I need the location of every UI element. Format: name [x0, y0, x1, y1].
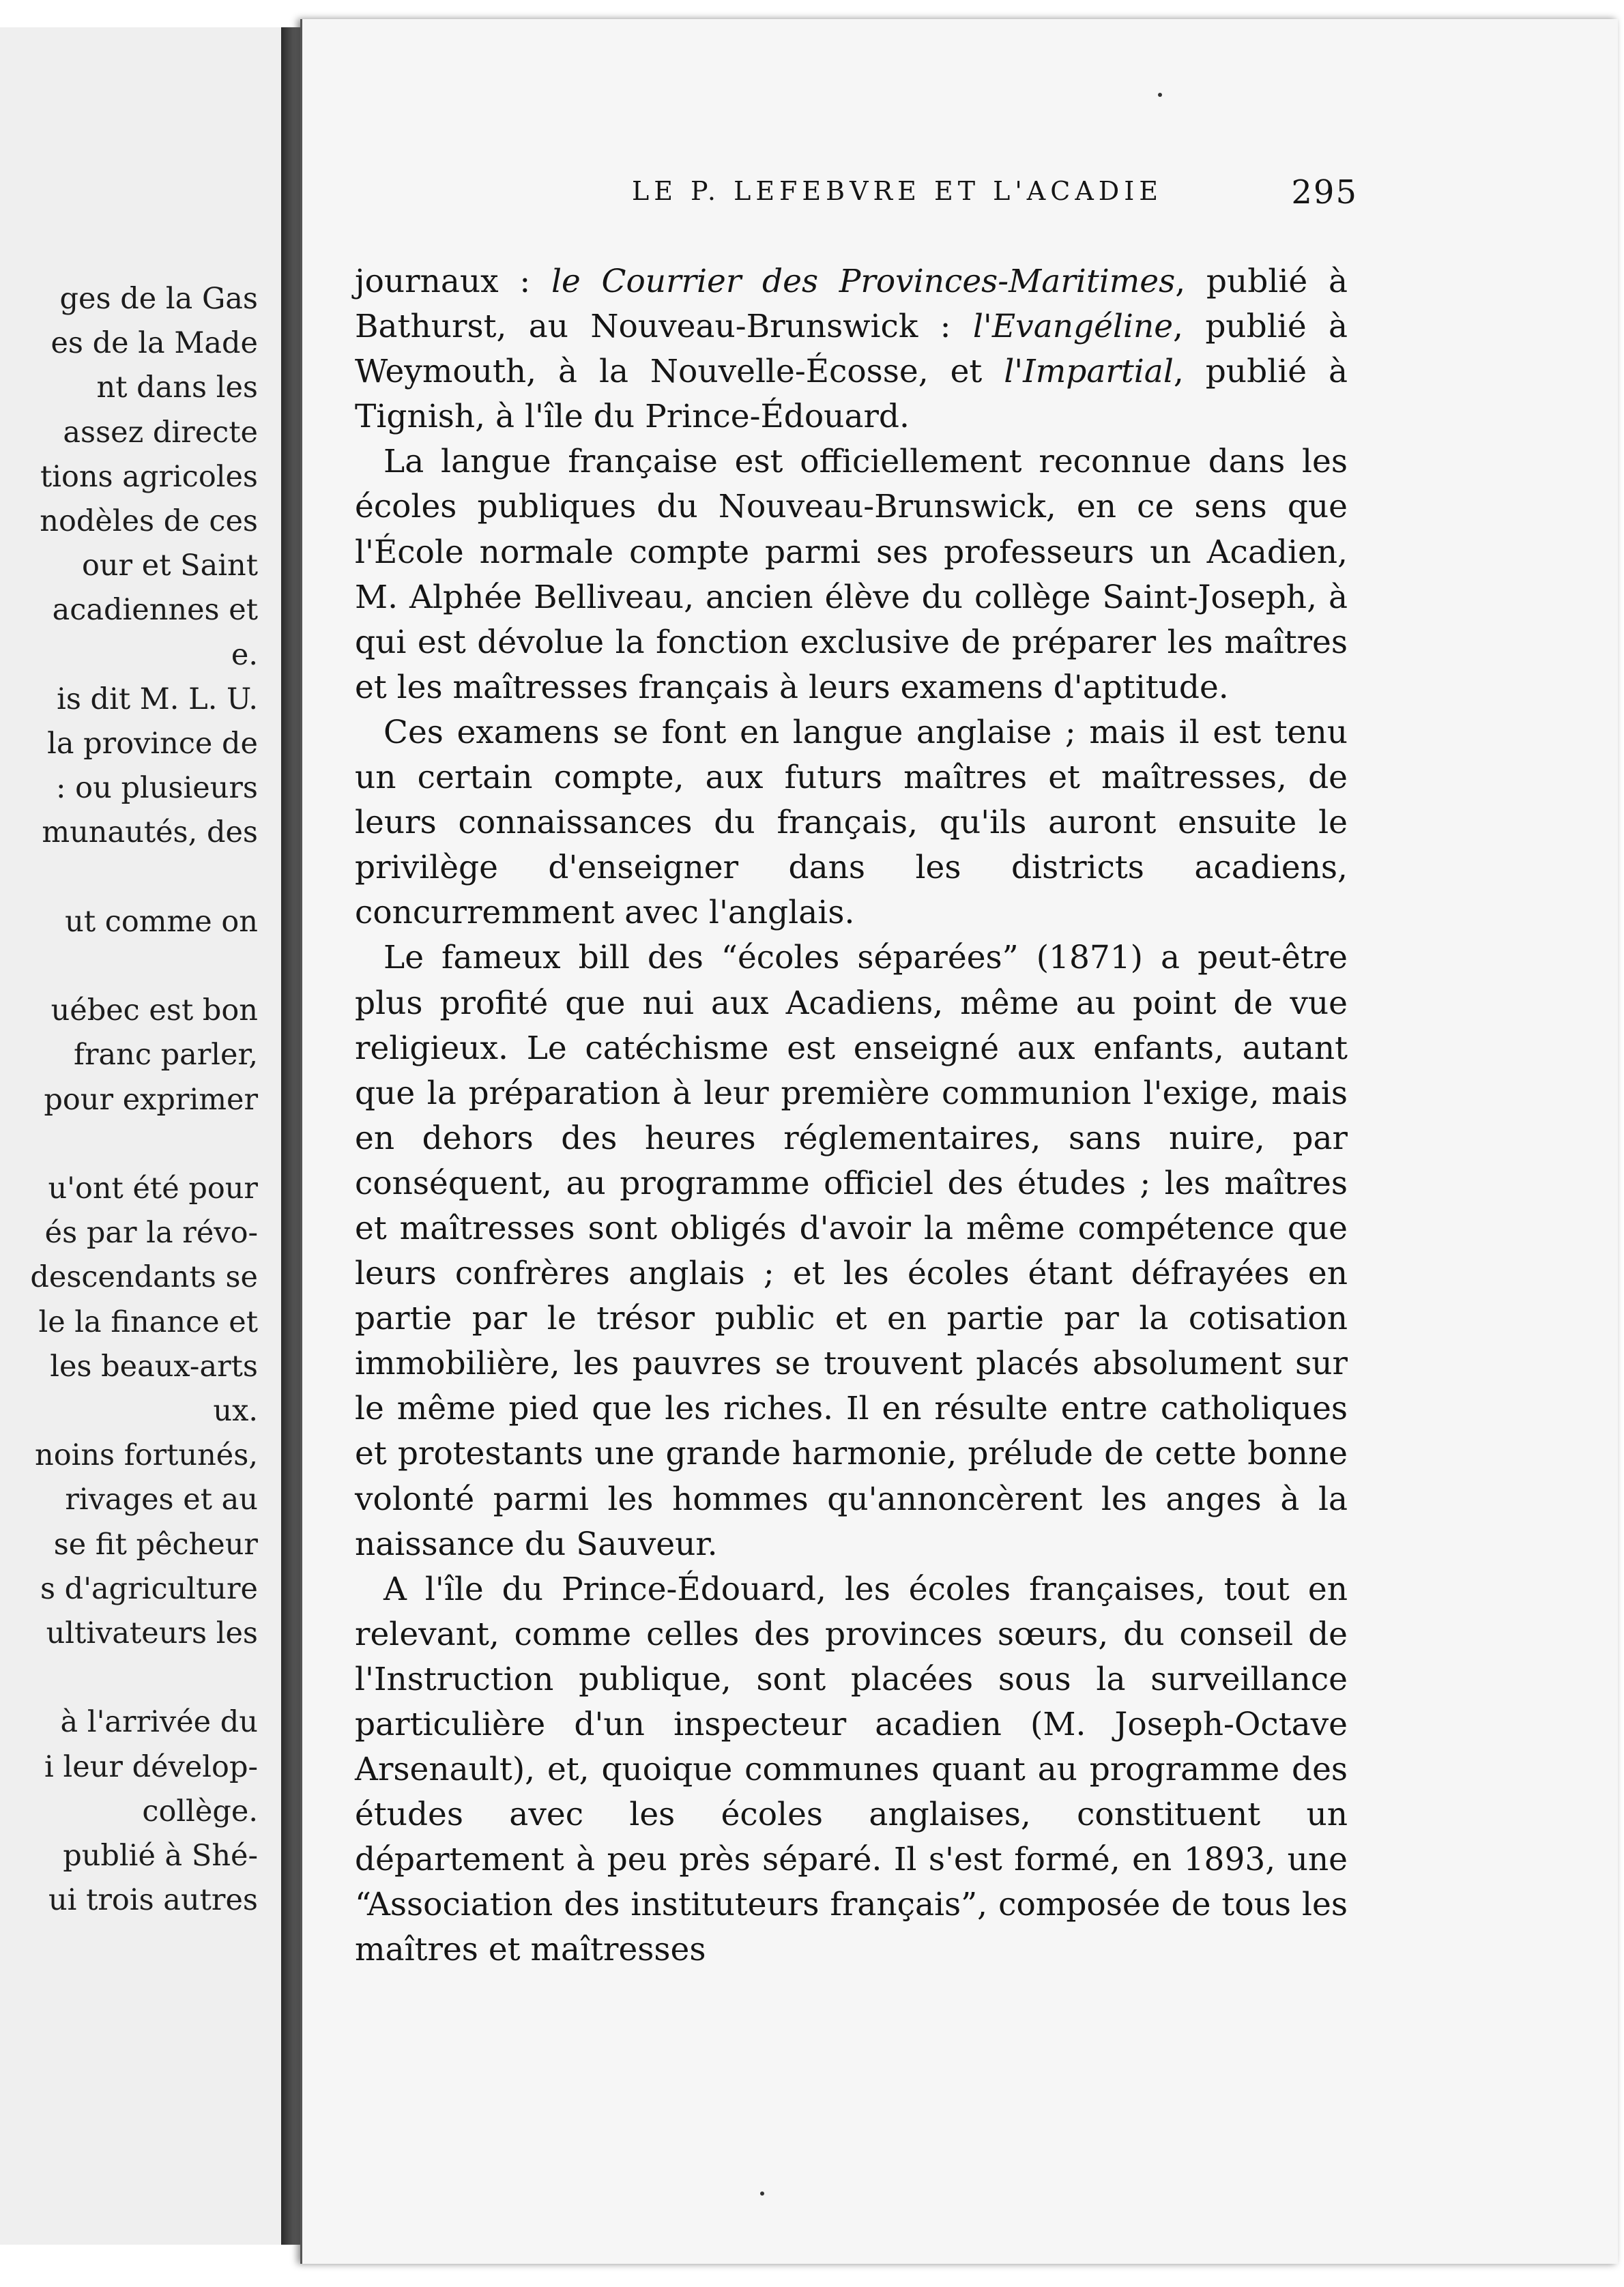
left-page-line: is dit M. L. U.	[57, 682, 258, 716]
left-page-line: collège.	[142, 1794, 258, 1829]
left-page-line: uébec est bon	[50, 993, 258, 1028]
left-page-line: publié à Shé-	[63, 1839, 258, 1873]
left-page-line: noins fortunés,	[35, 1438, 258, 1473]
text-run: , publié à Tignish, à l'île du Prince-Édouard.	[355, 353, 1348, 436]
text-run: La langue française est officiellement reconnue dans les écoles publiques du Nouveau-Brunswick, en ce sens que l'École normale compte parmi ses professeurs un Acadien, M. Alphée Belliveau, ancien élève du collège Saint-Joseph, à qui est dévolue la fonction exclusive de préparer les maîtres et les maîtresses français à leurs examens d'aptitude.	[355, 443, 1348, 706]
left-page-line: assez directe	[63, 415, 258, 450]
italic-title: le Courrier des Provinces-Maritimes	[551, 263, 1176, 300]
italic-title: l'Evangéline	[972, 308, 1174, 346]
page-number: 295	[1291, 173, 1358, 212]
text-run: Ces examens se font en langue anglaise ; mais il est tenu un certain compte, aux futurs maîtres et maîtresses, de leurs connaissances du français, qu'ils auront ensuite le privilège d'enseigner dans les districts acadiens, concurremment avec l'anglais.	[355, 713, 1348, 932]
left-page-line: la province de	[47, 727, 258, 761]
body-text	[355, 259, 1348, 1973]
left-page-line: e.	[231, 637, 258, 672]
page-speck	[760, 2191, 764, 2196]
page-speck	[1158, 93, 1162, 97]
left-page-line: pour exprimer	[44, 1082, 258, 1117]
paragraph-p5	[355, 1567, 1348, 1973]
left-page-line: ges de la Gas	[59, 282, 258, 316]
text-run: journaux :	[355, 263, 551, 300]
paragraph-p1	[355, 259, 1348, 439]
left-page-line: ut comme on	[65, 904, 258, 939]
paragraph-p4	[355, 935, 1348, 1567]
text-run: , publié à Weymouth, à la Nouvelle-Écosse, et	[355, 308, 1348, 391]
left-page-line: és par la révo-	[44, 1216, 258, 1251]
text-run: , publié à Bathurst, au Nouveau-Brunswick :	[355, 263, 1348, 346]
running-head: LE P. LEFEBVRE ET L'ACADIE	[632, 176, 1163, 206]
left-page-line: le la finance et	[38, 1305, 258, 1339]
left-page-fragment	[0, 27, 281, 2245]
left-page-line: se fit pêcheur	[53, 1527, 258, 1562]
left-page-line: les beaux-arts	[50, 1349, 258, 1384]
text-run: A l'île du Prince-Édouard, les écoles françaises, tout en relevant, comme celles des provinces sœurs, du conseil de l'Instruction publique, sont placées sous la surveillance particulière d'un inspecteur acadien (M. Joseph-Octave Arsenault), et, quoique communes quant au programme des études avec les écoles anglaises, constituent un département à peu près séparé. Il s'est formé, en 1893, une “Association des instituteurs français”, composée de tous les maîtres et maîtresses	[355, 1570, 1348, 1969]
left-page-line: nodèles de ces	[40, 504, 258, 538]
left-page-line: es de la Made	[50, 326, 258, 361]
left-page-line: franc parler,	[74, 1038, 258, 1073]
left-page-line: our et Saint	[81, 549, 258, 583]
page-header	[328, 173, 1358, 217]
left-page-line: munautés, des	[42, 815, 258, 850]
left-page-line: nt dans les	[96, 370, 258, 405]
paragraph-p2	[355, 439, 1348, 710]
text-run: Le fameux bill des “écoles séparées” (1871) a peut-être plus profité que nui aux Acadiens, même au point de vue religieux. Le catéchisme est enseigné aux enfants, autant que la préparation à leur première communion l'exige, mais en dehors des heures réglementaires, sans nuire, par conséquent, au programme officiel des études ; les maîtres et maîtresses sont obligés d'avoir la même compétence que leurs confrères anglais ; et les écoles étant défrayées en partie par le trésor public et en partie par la cotisation immobilière, les pauvres se trouvent placés absolument sur le même pied que les riches. Il en résulte entre catholiques et protestants une grande harmonie, prélude de cette bonne volonté parmi les hommes qu'annoncèrent les anges à la naissance du Sauveur.	[355, 939, 1348, 1563]
left-page-line: à l'arrivée du	[60, 1705, 258, 1740]
left-page-line: i leur dévelop-	[44, 1749, 258, 1784]
left-page-line: ultivateurs les	[46, 1616, 258, 1650]
left-page-line: descendants se	[30, 1260, 258, 1295]
italic-title: l'Impartial	[1004, 353, 1174, 391]
left-page-line: acadiennes et	[52, 593, 258, 628]
left-page-line: u'ont été pour	[48, 1171, 258, 1206]
left-page-line: s d'agriculture	[40, 1571, 258, 1606]
left-page-line: ui trois autres	[48, 1883, 258, 1918]
left-page-line: tions agricoles	[40, 459, 258, 494]
paragraph-p3	[355, 710, 1348, 935]
left-page-line: : ou plusieurs	[56, 771, 258, 806]
left-page-line: rivages et au	[65, 1483, 258, 1517]
left-page-line: ux.	[213, 1394, 258, 1428]
